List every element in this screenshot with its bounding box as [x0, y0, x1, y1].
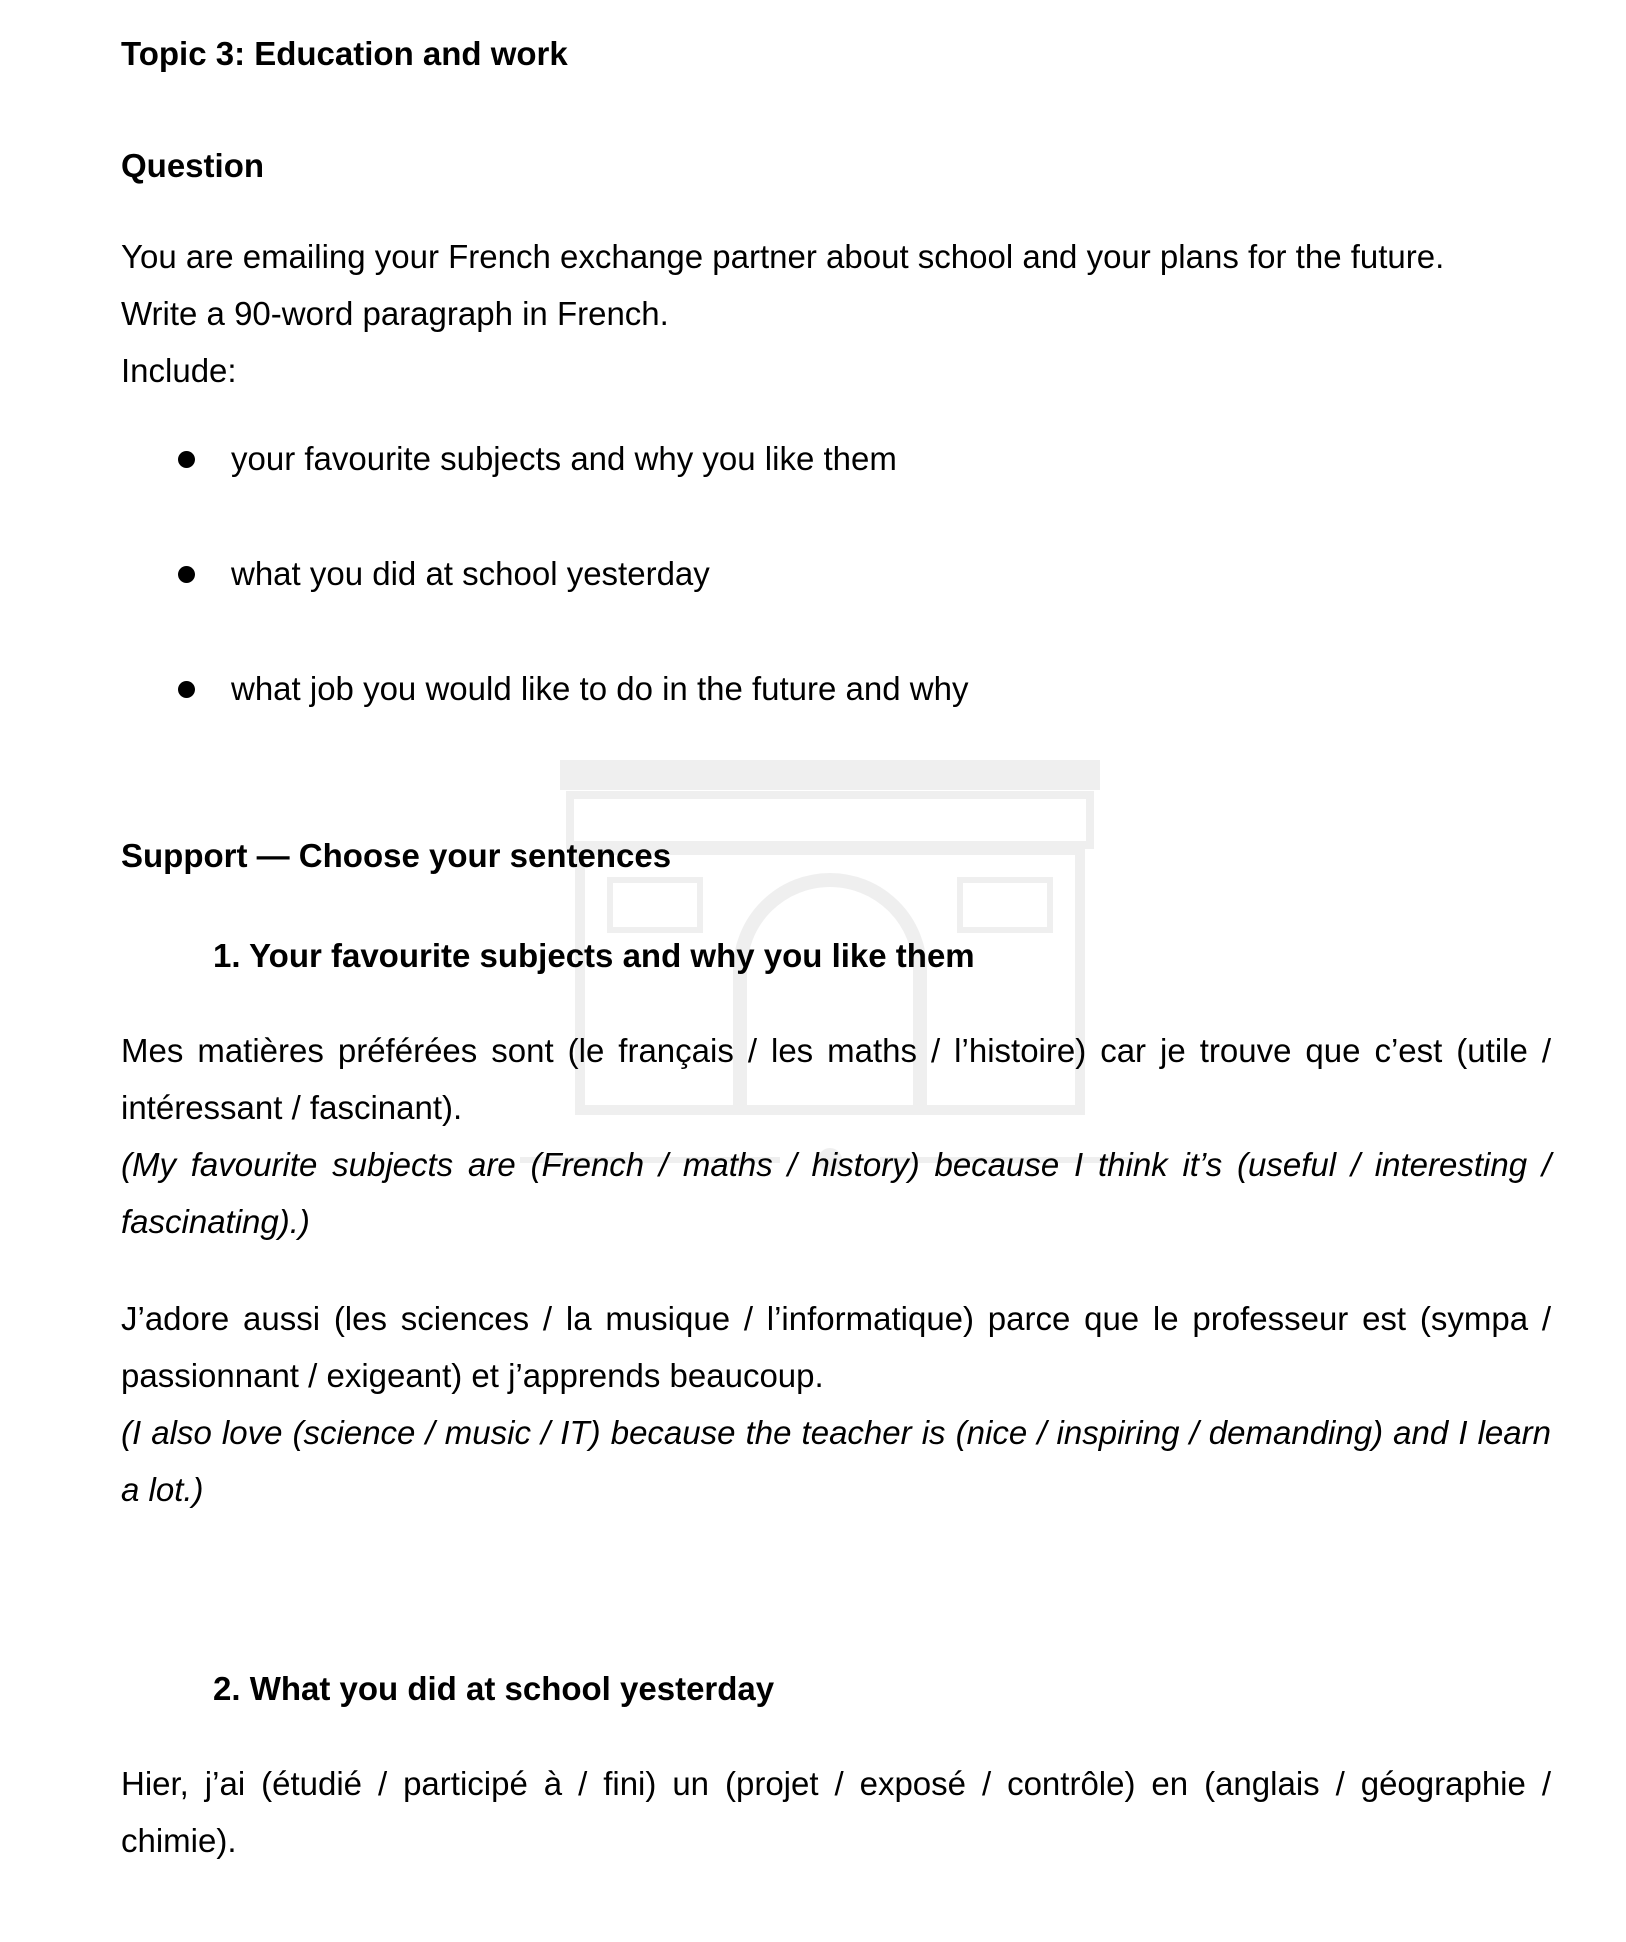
list-item: [121, 548, 1551, 600]
section-1-heading: 1. Your favourite subjects and why you like them: [213, 937, 975, 974]
bullet-icon: [178, 681, 195, 698]
question-prompt: [121, 228, 1551, 399]
prompt-line-1: You are emailing your French exchange partner about school and your plans for the future.: [121, 238, 1445, 275]
section-1-sentence-2-english: (I also love (science / music / IT) because the teacher is (nice / inspiring / demanding) and I learn a lot.): [121, 1414, 1551, 1508]
section-2-heading: 2. What you did at school yesterday: [213, 1670, 775, 1707]
prompt-line-2: Write a 90-word paragraph in French.: [121, 295, 669, 332]
topic-title: Topic 3: Education and work: [121, 35, 568, 72]
list-item: [121, 433, 1551, 485]
list-item-text: what you did at school yesterday: [231, 555, 710, 592]
list-item-text: what job you would like to do in the future and why: [231, 670, 969, 707]
support-heading: Support — Choose your sentences: [121, 837, 672, 874]
section-1-sentence-1-french: Mes matières préférées sont (le français / les maths / l’histoire) car je trouve que c’est (utile / intéressant / fascinant).: [121, 1032, 1551, 1126]
bullet-icon: [178, 451, 195, 468]
include-list: [121, 433, 1551, 715]
list-item: [121, 663, 1551, 715]
section-1-sentence-1-english: (My favourite subjects are (French / maths / history) because I think it’s (useful / interesting / fascinating).): [121, 1146, 1551, 1240]
list-item-text: your favourite subjects and why you like them: [231, 440, 897, 477]
section-1-sentence-2-french: J’adore aussi (les sciences / la musique / l’informatique) parce que le professeur est (sympa / passionnant / exigeant) et j’apprends beaucoup.: [121, 1300, 1551, 1394]
section-2-sentence-1-french: Hier, j’ai (étudié / participé à / fini) un (projet / exposé / contrôle) en (anglais / géographie / chimie).: [121, 1765, 1551, 1859]
worksheet-content: [121, 28, 1551, 1869]
prompt-line-3: Include:: [121, 352, 237, 389]
question-heading: Question: [121, 147, 265, 184]
bullet-icon: [178, 566, 195, 583]
